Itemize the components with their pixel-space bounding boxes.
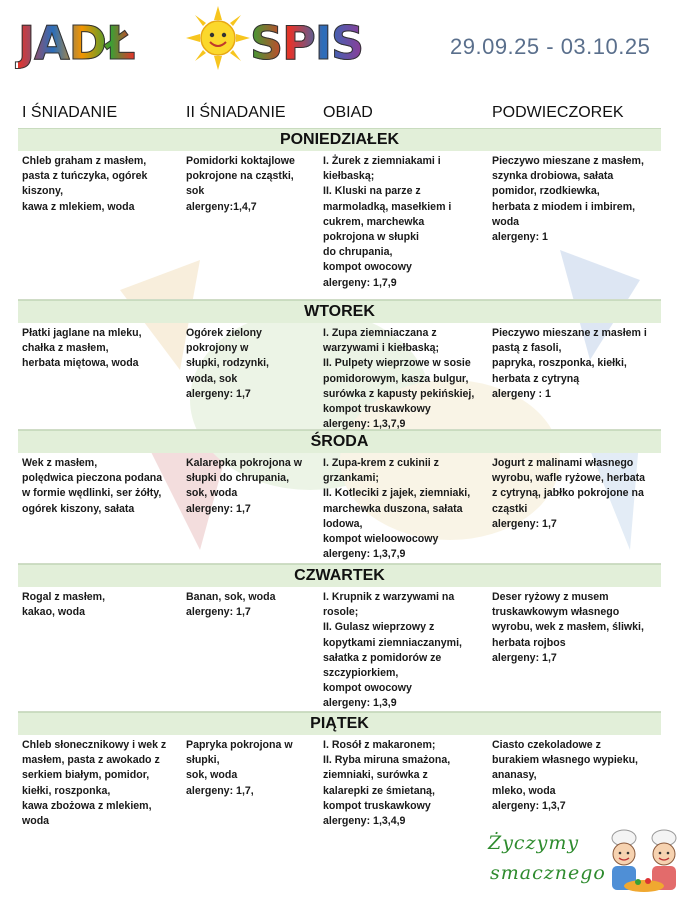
column-header-breakfast-1: I ŚNIADANIE <box>22 104 118 121</box>
column-headers <box>18 104 661 128</box>
wish-line-1: Życzymy <box>488 832 580 854</box>
column-header-breakfast-2: II ŚNIADANIE <box>186 104 286 121</box>
meal-cell: Płatki jaglane na mleku, chałka z masłem, herbata miętowa, woda <box>22 327 142 370</box>
meal-cell: Ciasto czekoladowe z burakiem własnego wypieku, ananasy, mleko, woda alergeny: 1,3,7 <box>492 739 639 812</box>
day-header-wednesday: ŚRODA <box>18 430 661 453</box>
menu-table <box>18 104 661 835</box>
date-range: 29.09.25 - 03.10.25 <box>450 34 651 59</box>
logo-text-left <box>18 16 134 70</box>
sun-icon <box>186 6 250 70</box>
meal-cell: Deser ryżowy z musem truskawkowym własnego wyrobu, wek z masłem, śliwki, herbata rojbos alergeny: 1,7 <box>492 591 644 664</box>
day-row-wednesday <box>18 453 661 564</box>
logo-text-right-inner: SPIS <box>250 16 364 70</box>
meal-cell: I. Zupa-krem z cukinii z grzankami; II. Kotleciki z jajek, ziemniaki, marchewka duszona, sałata lodowa, kompot wieloowocowy alergeny: 1,3,7,9 <box>323 457 471 561</box>
day-header-friday: PIĄTEK <box>18 712 661 735</box>
day-header-tuesday: WTOREK <box>18 300 661 323</box>
meal-cell: Banan, sok, woda alergeny: 1,7 <box>186 591 276 619</box>
meal-cell: Papryka pokrojona w słupki, sok, woda alergeny: 1,7, <box>186 739 293 797</box>
meal-cell: Ogórek zielony pokrojony w słupki, rodzynki, woda, sok alergeny: 1,7 <box>186 327 270 400</box>
logo-text-right <box>250 16 363 70</box>
day-header-monday: PONIEDZIAŁEK <box>18 128 661 151</box>
meal-cell: I. Krupnik z warzywami na rosole; II. Gulasz wieprzowy z kopytkami ziemniaczanymi, sałatka z pomidorów ze szczypiorkiem, kompot owocowy alergeny: 1,3,9 <box>323 591 462 710</box>
meal-cell: Pomidorki koktajlowe pokrojone na cząstki, sok alergeny:1,4,7 <box>186 155 295 213</box>
meal-cell: I. Zupa ziemniaczana z warzywami i kiełbaską; II. Pulpety wieprzowe w sosie pomidorowym, kasza bulgur, surówka z kapusty pekińskiej, kompot truskawkowy alergeny: 1,3,7,9 <box>323 327 475 431</box>
column-header-snack: PODWIECZOREK <box>492 104 624 121</box>
meal-cell: I. Rosół z makaronem; II. Ryba miruna smażona, ziemniaki, surówka z kalarepki ze śmietaną, kompot truskawkowy alergeny: 1,3,4,9 <box>323 739 451 828</box>
meal-cell: Rogal z masłem, kakao, woda <box>22 591 106 619</box>
meal-cell: Wek z masłem, polędwica pieczona podana w formie wędlinki, ser żółty, ogórek kiszony, sałata <box>22 457 163 515</box>
column-header-lunch: OBIAD <box>323 104 373 121</box>
meal-cell: Jogurt z malinami własnego wyrobu, wafle ryżowe, herbata z cytryną, jabłko pokrojone na cząstki alergeny: 1,7 <box>492 457 646 530</box>
meal-cell: Chleb graham z masłem, pasta z tuńczyka, ogórek kiszony, kawa z mlekiem, woda <box>22 155 148 213</box>
meal-cell: Pieczywo mieszane z masłem i pastą z fasoli, papryka, roszponka, kiełki, herbata z cytryną alergeny : 1 <box>492 327 647 400</box>
meal-cell: I. Żurek z ziemniakami i kiełbaską; II. Kluski na parze z marmoladką, masełkiem i cukrem, marchewka pokrojona w słupki do chrupania, kompot owocowy alergeny: 1,7,9 <box>323 155 452 289</box>
meal-cell: Chleb słonecznikowy i wek z masłem, pasta z awokado z serkiem białym, pomidor, kiełki, roszponka, kawa zbożowa z mlekiem, woda <box>22 739 167 828</box>
bon-appetit-text <box>488 828 606 888</box>
meal-cell: Pieczywo mieszane z masłem, szynka drobiowa, sałata pomidor, rzodkiewka, herbata z miodem i imbirem, woda alergeny: 1 <box>492 155 644 244</box>
wish-line-2: smacznego <box>490 862 606 884</box>
day-row-tuesday <box>18 323 661 430</box>
day-row-friday <box>18 735 661 835</box>
meal-cell: Kalarepka pokrojona w słupki do chrupania, sok, woda alergeny: 1,7 <box>186 457 302 515</box>
jadlospis-logo <box>18 6 398 70</box>
day-header-thursday: CZWARTEK <box>18 564 661 587</box>
logo-text-left-inner: JADŁ <box>18 16 135 70</box>
day-row-thursday <box>18 587 661 712</box>
day-row-monday <box>18 151 661 300</box>
kids-chefs-illustration <box>598 826 690 896</box>
